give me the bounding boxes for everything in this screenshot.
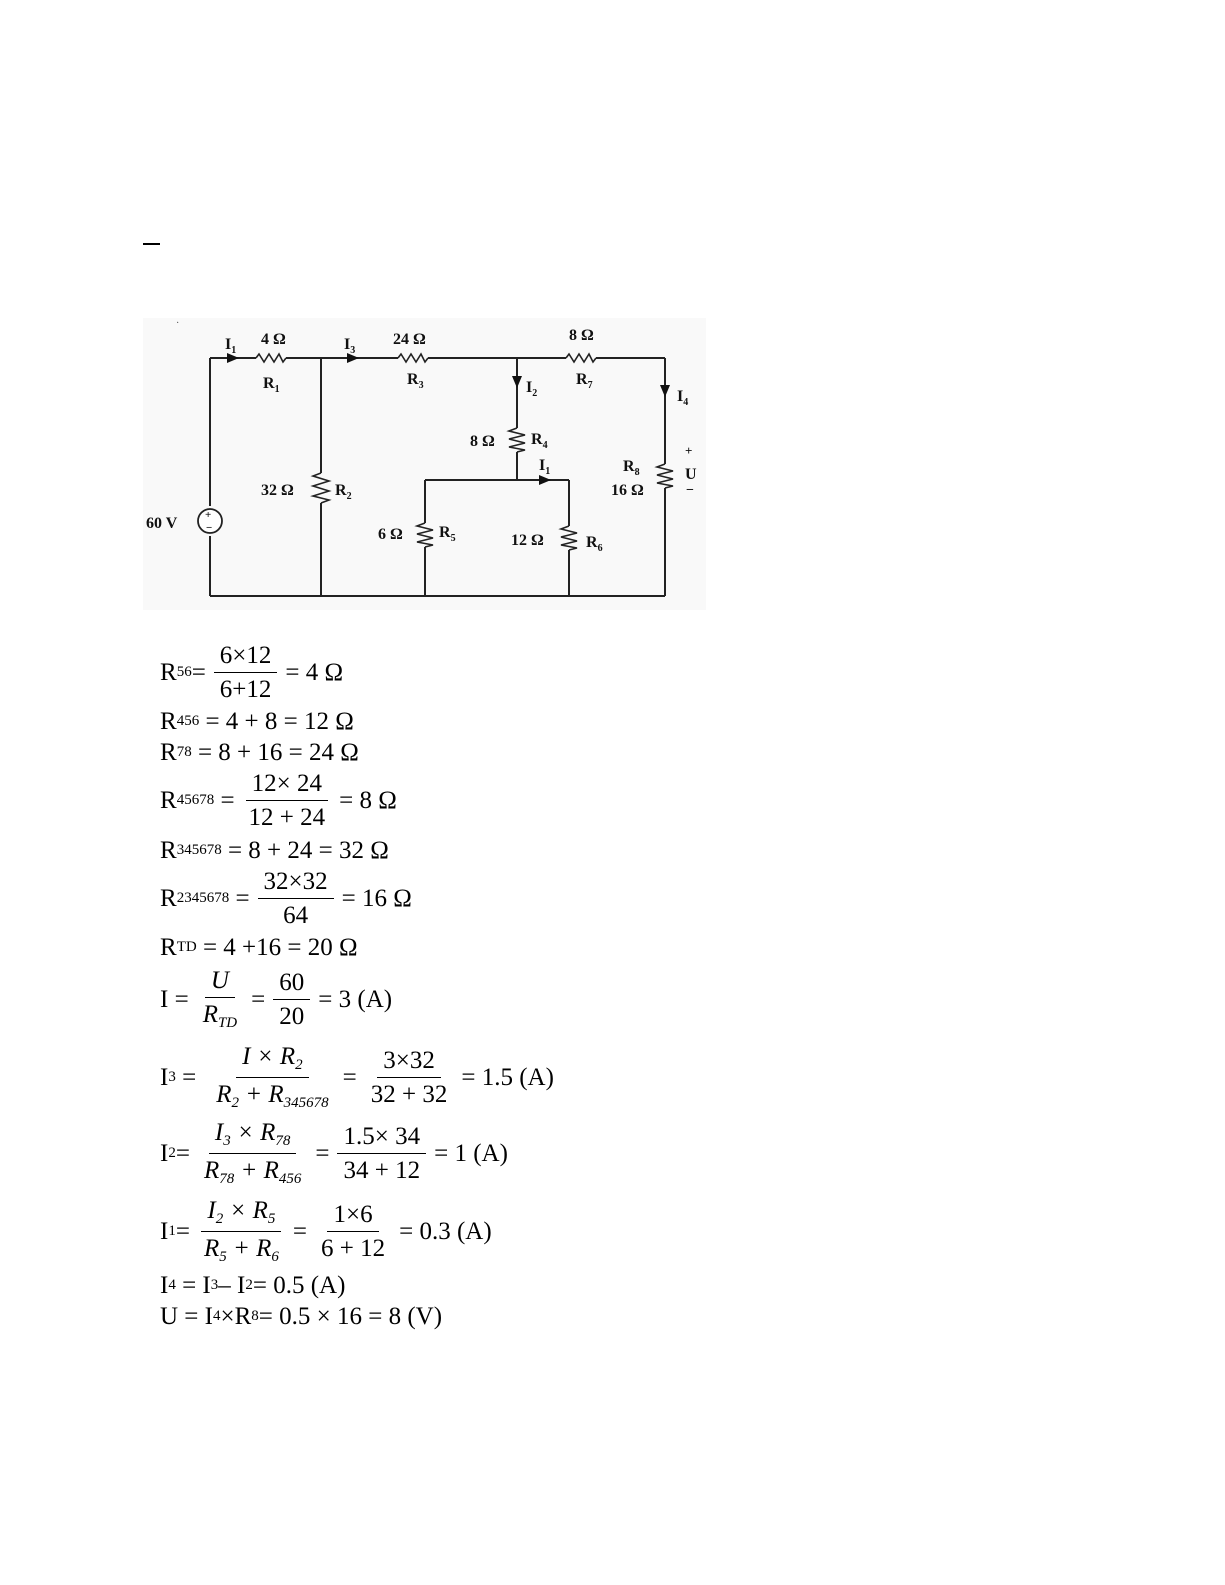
equation-r45678: R 45678 = $\frac{12\times 24}{12 + 24}$ = 8 Ω <box>160 770 397 831</box>
resistor-r8-symbol <box>657 464 673 488</box>
label-i4: $I_4$ <box>677 388 689 408</box>
label-i1-mid: $I_1$ <box>539 457 551 477</box>
resistor-r4-symbol <box>509 428 525 452</box>
name-r1: $R_1$ <box>263 375 280 395</box>
circuit-diagram <box>143 318 706 610</box>
resistor-r1-symbol <box>256 354 286 362</box>
voltage-source-symbol <box>198 509 222 534</box>
resistor-r6-symbol <box>561 526 577 550</box>
figure-speck: · <box>176 318 180 329</box>
source-voltage-label: 60 V <box>146 515 178 532</box>
resistor-r5-symbol <box>417 523 433 547</box>
equation-i3: I 3 = $\frac{I \times R_2}{R_2 + R_{345678}}$ = $\frac{3\times 32}{32 + 32}$ = 1.5 (A) <box>160 1043 554 1111</box>
equation-i4: I 4 = I 3 – I 2 = 0.5 (A) <box>160 1272 346 1299</box>
value-r4: 8 Ω <box>470 433 495 450</box>
resistor-r2-symbol <box>313 473 329 503</box>
equation-r78: R 78 = 8 + 16 = 24 Ω <box>160 739 359 766</box>
value-r3: 24 Ω <box>393 331 426 348</box>
name-r2: $R_2$ <box>335 482 352 502</box>
arrow-i4 <box>660 385 670 397</box>
name-r3: $R_3$ <box>407 371 424 391</box>
arrow-i2 <box>512 376 522 388</box>
value-r6: 12 Ω <box>511 532 544 549</box>
equation-i1: I 1 = $\frac{I_2 \times R_5}{R_5 + R_6}$ = $\frac{1\times 6}{6 + 12}$ = 0.3 (A) <box>160 1197 492 1265</box>
u-plus-sign: + <box>685 443 693 458</box>
name-r7: $R_7$ <box>576 371 593 391</box>
equation-i: I = $\frac{U}{R_{TD}}$ = $\frac{60}{20}$ = 3 (A) <box>160 967 393 1031</box>
equation-r456: R 456 = 4 + 8 = 12 Ω <box>160 708 354 735</box>
u-minus-sign: − <box>686 483 694 498</box>
name-r4: $R_4$ <box>531 431 548 451</box>
value-r7: 8 Ω <box>569 327 594 344</box>
u-label: U <box>685 466 697 483</box>
value-r5: 6 Ω <box>378 526 403 543</box>
equation-r56: R 56 = $\frac{6\times 12}{6+12}$ = 4 Ω <box>160 642 344 703</box>
value-r2: 32 Ω <box>261 482 294 499</box>
svg-text:+: + <box>205 509 212 521</box>
label-i2: $I_2$ <box>526 379 538 399</box>
label-i3: $I_3$ <box>344 336 356 356</box>
name-r8: $R_8$ <box>623 458 640 478</box>
equation-i2: I 2 = $\frac{I_3 \times R_{78}}{R_{78} + R_{456}}$ = $\frac{1.5\times 34}{34 + 12}$ = 1 (A) <box>160 1119 508 1187</box>
name-r6: $R_6$ <box>586 534 603 554</box>
label-i1-left: $I_1$ <box>225 336 237 356</box>
circuit-svg <box>143 318 706 610</box>
equation-u: U = I 4 ×R 8 = 0.5 × 16 = 8 (V) <box>160 1303 443 1330</box>
equation-r345678: R 345678 = 8 + 24 = 32 Ω <box>160 837 389 864</box>
value-r8: 16 Ω <box>611 482 644 499</box>
header-dash-mark <box>143 243 160 245</box>
resistor-r7-symbol <box>566 354 596 362</box>
equation-rtd: R TD = 4 +16 = 20 Ω <box>160 934 358 961</box>
name-r5: $R_5$ <box>439 524 456 544</box>
equation-r2345678: R 2345678 = $\frac{32\times 32}{64}$ = 16 Ω <box>160 868 412 929</box>
value-r1: 4 Ω <box>261 331 286 348</box>
svg-text:−: − <box>206 522 213 534</box>
resistor-r3-symbol <box>398 354 428 362</box>
